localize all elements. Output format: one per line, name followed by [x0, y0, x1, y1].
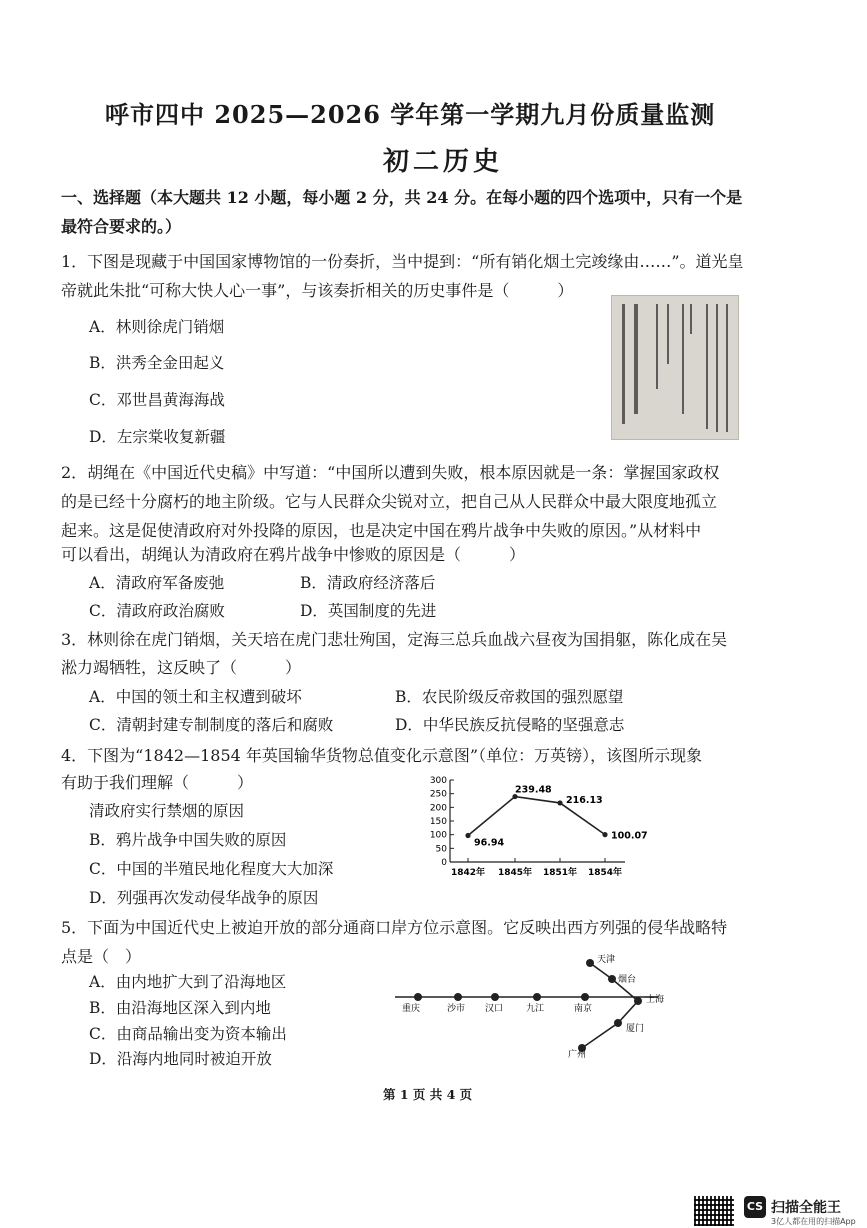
q4-option-c: C．中国的半殖民地化程度大大加深: [89, 860, 334, 878]
q2-text-line1: 2．胡绳在《中国近代史稿》中写道：“中国所以遭到失败，根本原因就是一条：掌握国家政权: [61, 463, 720, 482]
q3-text-line1: 3．林则徐在虎门销烟，关天培在虎门悲壮殉国，定海三总兵血战六昼夜为国捐躯，陈化成在吴: [61, 630, 728, 649]
x-tick-label-1: 1845年: [497, 868, 533, 878]
y-tick-label-6: 300: [429, 776, 447, 786]
q3-option-b: B．农民阶级反帝救国的强烈愿望: [395, 688, 624, 706]
port-dot-shashi: [454, 993, 462, 1001]
page-subtitle: 初二历史: [383, 147, 504, 177]
q3-option-d: D．中华民族反抗侵略的坚强意志: [395, 716, 625, 734]
port-label-hankou: 汉口: [485, 1004, 504, 1014]
y-tick-label-3: 150: [429, 817, 447, 827]
x-tick-label-2: 1851年: [542, 868, 578, 878]
q2-option-c: C．清政府政治腐败: [89, 602, 225, 620]
port-dot-chongqing: [414, 993, 422, 1001]
y-tick-label-4: 200: [429, 803, 447, 814]
q2-option-b: B．清政府经济落后: [300, 574, 436, 592]
q1-option-c: C．邓世昌黄海海战: [89, 391, 225, 409]
port-dot-yantai: [608, 975, 616, 983]
port-dot-nanjing: [581, 993, 589, 1001]
data-label-2: 216.13: [566, 794, 603, 806]
section-heading-line1: 一、选择题（本大题共 12 小题，每小题 2 分，共 24 分。在每小题的四个选项中，只有一个是: [61, 188, 743, 207]
port-label-nanjing: 南京: [574, 1004, 593, 1014]
page-number: 第 1 页 共 4 页: [383, 1087, 473, 1102]
q1-text-line2: 帝就此朱批“可称大快人心一事”，与该奏折相关的历史事件是（ ）: [61, 281, 574, 300]
data-point-2: [557, 800, 562, 805]
q1-text-line1: 1．下图是现藏于中国国家博物馆的一份奏折，当中提到：“所有销化烟土完竣缘由……”。道光皇: [61, 252, 744, 271]
memorial-document-image: [611, 295, 739, 440]
q2-option-a: A．清政府军备废弛: [89, 574, 225, 592]
port-dot-jiujiang: [533, 993, 541, 1001]
port-label-guangzhou: 广州: [568, 1050, 587, 1060]
scanner-brand: 扫描全能王: [771, 1200, 841, 1216]
q2-text-line3: 起来。这是促使清政府对外投降的原因，也是决定中国在鸦片战争中失败的原因。”从材料中: [61, 521, 702, 540]
q2-text-line4: 可以看出，胡绳认为清政府在鸦片战争中惨败的原因是（ ）: [61, 545, 526, 564]
q5-text-line1: 5．下面为中国近代史上被迫开放的部分通商口岸方位示意图。它反映出西方列强的侵华战略特: [61, 918, 728, 937]
x-tick-label-3: 1854年: [587, 868, 623, 878]
y-tick-label-0: 0: [441, 858, 447, 868]
scanner-tagline: 3亿人都在用的扫描App: [771, 1217, 856, 1226]
port-label-jiujiang: 九江: [526, 1004, 545, 1014]
port-label-shanghai: 上海: [646, 995, 665, 1005]
port-label-chongqing: 重庆: [402, 1004, 421, 1014]
scanner-logo-icon: CS: [744, 1196, 766, 1218]
q4-option-a: 清政府实行禁烟的原因: [89, 802, 245, 820]
y-tick-label-2: 100: [429, 830, 447, 841]
q3-option-a: A．中国的领土和主权遭到破坏: [89, 688, 302, 706]
q2-option-d: D．英国制度的先进: [300, 602, 437, 620]
q5-text-line2: 点是（ ）: [61, 947, 142, 966]
section-heading-line2: 最符合要求的。）: [61, 217, 182, 236]
data-label-0: 96.94: [474, 837, 505, 849]
data-point-3: [602, 832, 607, 837]
q1-option-b: B．洪秀全金田起义: [89, 354, 225, 372]
port-label-yantai: 烟台: [618, 975, 637, 985]
q4-option-d: D．列强再次发动侵华战争的原因: [89, 889, 319, 907]
page-title: 呼市四中 2025—2026 学年第一学期九月份质量监测: [105, 100, 716, 129]
port-dot-shanghai: [634, 997, 642, 1005]
x-tick-label-0: 1842年: [450, 868, 486, 878]
data-point-0: [465, 833, 470, 838]
y-tick-label-1: 50: [435, 844, 447, 855]
q4-text-line1: 4．下图为“1842—1854 年英国输华货物总值变化示意图”（单位：万英镑），该图所示现象: [61, 746, 703, 765]
port-dot-tianjin: [586, 959, 594, 967]
q3-option-c: C．清朝封建专制制度的落后和腐败: [89, 716, 334, 734]
q1-option-a: A．林则徐虎门销烟: [89, 318, 225, 336]
port-label-xiamen: 厦门: [626, 1024, 645, 1034]
q4-text-line2: 有助于我们理解（ ）: [61, 773, 254, 792]
y-tick-label-5: 250: [429, 789, 447, 800]
trade-line-chart: [420, 772, 648, 882]
q5-option-a: A．由内地扩大到了沿海地区: [89, 973, 287, 991]
trade-ports-map: [390, 945, 690, 1060]
data-label-3: 100.07: [611, 830, 648, 842]
port-dot-xiamen: [614, 1019, 622, 1027]
q3-text-line2: 淞力竭牺牲，这反映了（ ）: [61, 658, 302, 677]
data-label-1: 239.48: [515, 784, 552, 796]
port-label-tianjin: 天津: [597, 955, 616, 965]
q1-option-d: D．左宗棠收复新疆: [89, 428, 226, 446]
q5-option-b: B．由沿海地区深入到内地: [89, 999, 271, 1017]
q5-option-c: C．由商品输出变为资本输出: [89, 1025, 287, 1043]
q4-option-b: B．鸦片战争中国失败的原因: [89, 831, 287, 849]
q5-option-d: D．沿海内地同时被迫开放: [89, 1050, 272, 1068]
port-dot-hankou: [491, 993, 499, 1001]
q2-text-line2: 的是已经十分腐朽的地主阶级。它与人民群众尖锐对立，把自己从人民群众中最大限度地孤立: [61, 492, 718, 511]
port-label-shashi: 沙市: [447, 1004, 466, 1014]
qr-code-image: [694, 1196, 734, 1226]
